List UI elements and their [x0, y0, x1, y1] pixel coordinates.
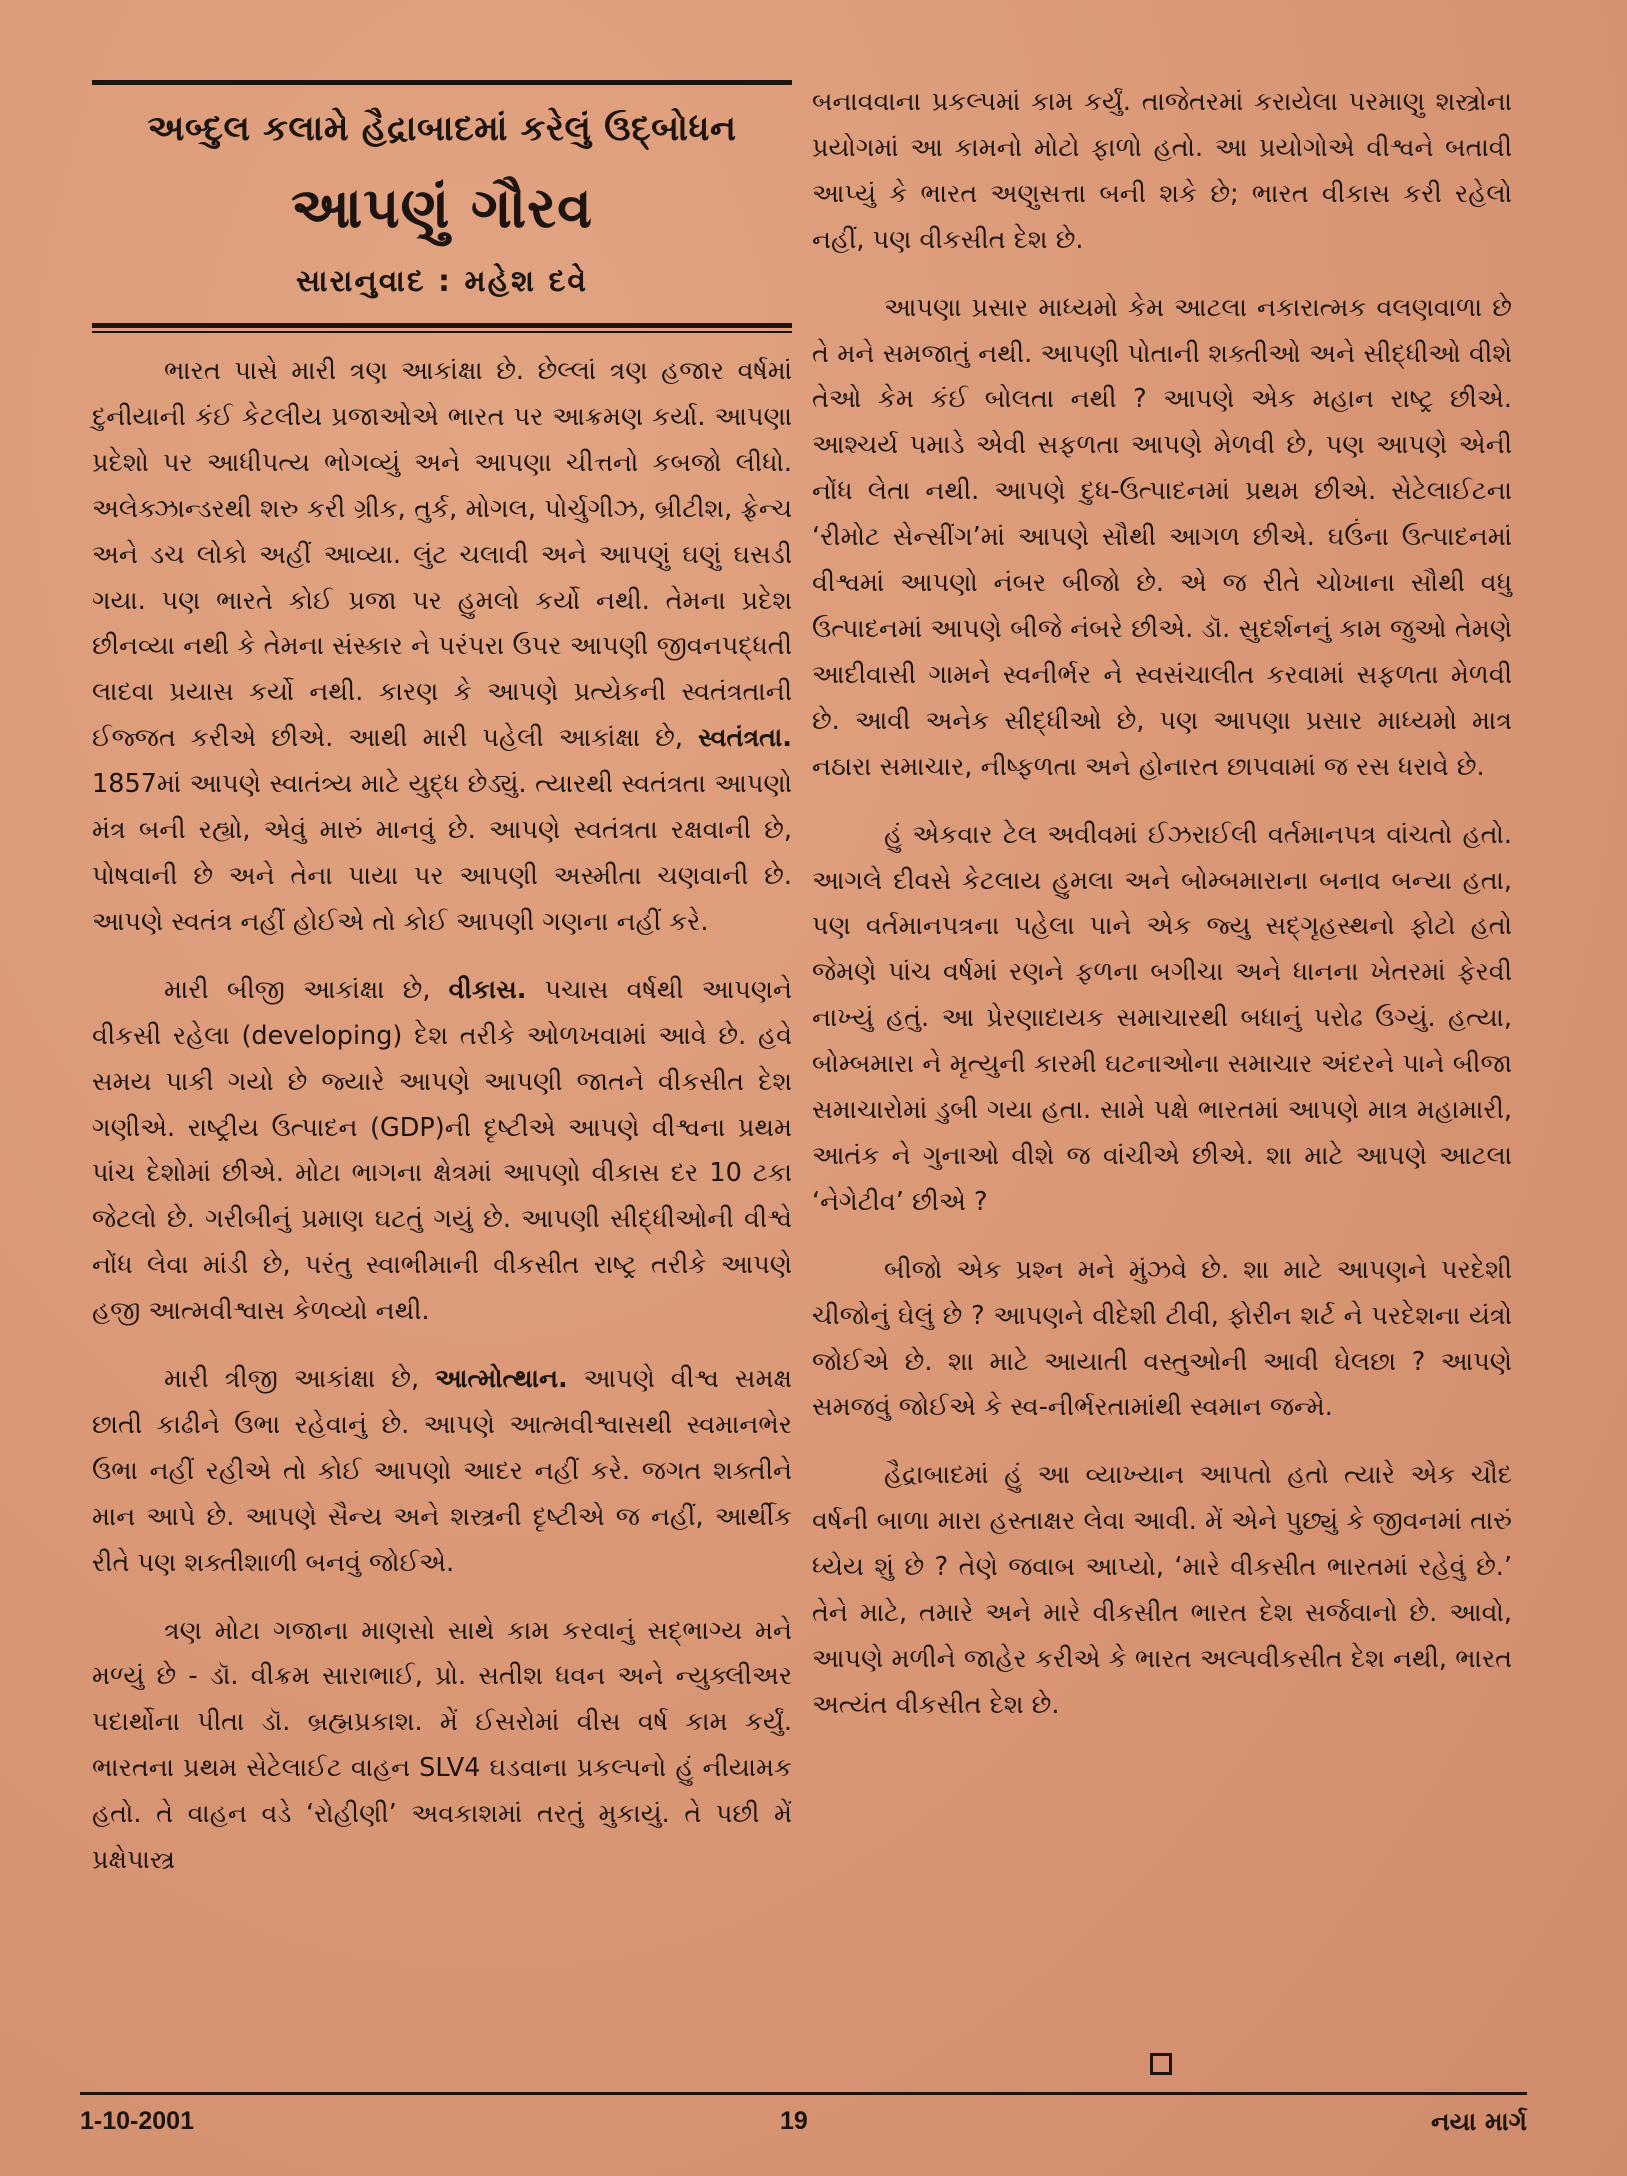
article-title: આપણું ગૌરવ — [290, 176, 594, 241]
footer-magazine-name: નયા માર્ગ — [1431, 2107, 1527, 2136]
header-rule-bottom-thin — [92, 331, 792, 333]
header-rule-bottom — [92, 323, 792, 328]
paragraph: બીજો એક પ્રશ્ન મને મુંઝવે છે. શા માટે આપણને પરદેશી ચીજોનું ઘેલું છે ? આપણને વીદેશી ટીવી, ફોરીન શર્ટ ને પરદેશના યંત્રો જોઈએ છે. શા માટે આયાતી વસ્તુઓની આવી ઘેલછા ? આપણે સમજવું જોઈએ કે સ્વ-નીર્ભરતામાંથી સ્વમાન જન્મે. — [812, 1254, 1512, 1423]
paragraph: આપણા પ્રસાર માધ્યમો કેમ આટલા નકારાત્મક વલણવાળા છે તે મને સમજાતું નથી. આપણી પોતાની શક્તીઓ અને સીદ્ધીઓ વીશે તેઓ કેમ કંઈ બોલતા નથી ? આપણે એક મહાન રાષ્ટ્ર છીએ. આશ્ચર્ય પમાડે એવી સફળતા આપણે મેળવી છે, પણ આપણે એની નોંધ લેતા નથી. આપણે દુધ-ઉત્પાદનમાં પ્રથમ છીએ. સેટેલાઈટના ‘રીમોટ સેન્સીંગ’માં આપણે સૌથી આગળ છીએ. ઘઉંના ઉત્પાદનમાં વીશ્વમાં આપણો નંબર બીજો છે. એ જ રીતે ચોખાના સૌથી વધુ ઉત્પાદનમાં આપણે બીજે નંબરે છીએ. ડૉ. સુદર્શનનું કામ જુઓ તેમણે આદીવાસી ગામને સ્વનીર્ભર ને સ્વસંચાલીત કરવામાં સફળતા મેળવી છે. આવી અનેક સીદ્ધીઓ છે, પણ આપણા પ્રસાર માધ્યમો માત્ર નઠારા સમાચાર, નીષ્ફળતા અને હોનારત છાપવામાં જ રસ ધરાવે છે. — [812, 292, 1512, 782]
paragraph: હૈદ્રાબાદમાં હું આ વ્યાખ્યાન આપતો હતો ત્યારે એક ચૌદ વર્ષની બાળા મારા હસ્તાક્ષર લેવા આવી. મેં એને પુછ્યું કે જીવનમાં તારું ધ્યેય શું છે ? તેણે જવાબ આપ્યો, ‘મારે વીકસીત ભારતમાં રહેવું છે.’ તેને માટે, તમારે અને મારે વીકસીત ભારત દેશ સર્જવાનો છે. આવો, આપણે મળીને જાહેર કરીએ કે ભારત અલ્પવીકસીત દેશ નથી, ભારત અત્યંત વીકસીત દેશ છે. — [812, 1460, 1512, 1720]
paragraph: ત્રણ મોટા ગજાના માણસો સાથે કામ કરવાનું સદ્‌ભાગ્ય મને મળ્યું છે - ડૉ. વીક્રમ સારાભાઈ, પ્રો. સતીશ ધવન અને ન્યુક્લીઅર પદાર્થોના પીતા ડૉ. બ્રહ્મપ્રકાશ. મેં ઈસરોમાં વીસ વર્ષ કામ કર્યું. ભારતના પ્રથમ સેટેલાઈટ વાહન SLV4 ઘડવાના પ્રકલ્પનો હું નીયામક હતો. તે વાહન વડે ‘રોહીણી’ અવકાશમાં તરતું મુકાયું. તે પછી મેં પ્રક્ષેપાસ્ત્ર — [92, 1615, 792, 1876]
footer-date: 1-10-2001 — [80, 2107, 194, 2135]
left-column — [92, 80, 792, 1906]
paragraph: મારી ત્રીજી આકાંક્ષા છે, આત્મોત્થાન. આપણે વીશ્વ સમક્ષ છાતી કાઢીને ઉભા રહેવાનું છે. આપણે આત્મવીશ્વાસથી સ્વમાનભેર ઉભા નહીં રહીએ તો કોઈ આપણો આદર નહીં કરે. જગત શક્તીને માન આપે છે. આપણે સૈન્ય અને શસ્ત્રની દૃષ્ટીએ જ નહીં, આર્થીક રીતે પણ શક્તીશાળી બનવું જોઈએ. — [92, 1364, 792, 1578]
paragraph: મારી બીજી આકાંક્ષા છે, વીકાસ. પચાસ વર્ષથી આપણને વીકસી રહેલા (developing) દેશ તરીકે ઓળખવામાં આવે છે. હવે સમય પાકી ગયો છે જ્યારે આપણે આપણી જાતને વીકસીત દેશ ગણીએ. રાષ્ટ્રીય ઉત્પાદન (GDP)ની દૃષ્ટીએ આપણે વીશ્વના પ્રથમ પાંચ દેશોમાં છીએ. મોટા ભાગના ક્ષેત્રમાં આપણો વીકાસ દર 10 ટકા જેટલો છે. ગરીબીનું પ્રમાણ ઘટતું ગયું છે. આપણી સીદ્ધીઓની વીશ્વે નોંધ લેવા માંડી છે, પરંતુ સ્વાભીમાની વીકસીત રાષ્ટ્ર તરીકે આપણે હજી આત્મવીશ્વાસ કેળવ્યો નથી. — [92, 974, 792, 1327]
paragraph-continued: બનાવવાના પ્રકલ્પમાં કામ કર્યું. તાજેતરમાં કરાયેલા પરમાણુ શસ્ત્રોના પ્રયોગમાં આ કામનો મોટો ફાળો હતો. આ પ્રયોગોએ વીશ્વને બતાવી આપ્યું કે ભારત અણુસત્તા બની શકે છે; ભારત વીકાસ કરી રહેલો નહીં, પણ વીકસીત દેશ છે. — [812, 87, 1512, 255]
page-footer — [80, 2092, 1527, 2155]
article-kicker: અબ્દુલ કલામે હૈદ્રાબાદમાં કરેલું ઉદ્‌બોધન — [147, 109, 737, 149]
footer-page-number: 19 — [780, 2107, 808, 2135]
paragraph: ભારત પાસે મારી ત્રણ આકાંક્ષા છે. છેલ્લાં ત્રણ હજાર વર્ષમાં દુનીયાની કંઈ કેટલીય પ્રજાઓએ ભારત પર આક્રમણ કર્યા. આપણા પ્રદેશો પર આધીપત્ય ભોગવ્યું અને આપણા ચીત્તનો કબજો લીધો. અલેક્ઝાન્ડરથી શરુ કરી ગ્રીક, તુર્ક, મોગલ, પોર્ચુગીઝ, બ્રીટીશ, ફ્રેન્ચ અને ડચ લોકો અહીં આવ્યા. લુંટ ચલાવી અને આપણું ઘણું ઘસડી ગયા. પણ ભારતે કોઈ પ્રજા પર હુમલો કર્યો નથી. તેમના પ્રદેશ છીનવ્યા નથી કે તેમના સંસ્કાર ને પરંપરા ઉપર આપણી જીવનપદ્ધતી લાદવા પ્રયાસ કર્યો નથી. કારણ કે આપણે પ્રત્યેકની સ્વતંત્રતાની ઈજ્જત કરીએ છીએ. આથી મારી પહેલી આકાંક્ષા છે, સ્વતંત્રતા. 1857માં આપણે સ્વાતંત્ર્ય માટે યુદ્ધ છેડ્યું. ત્યારથી સ્વતંત્રતા આપણો મંત્ર બની રહ્યો, એવું મારું માનવું છે. આપણે સ્વતંત્રતા રક્ષવાની છે, પોષવાની છે અને તેના પાયા પર આપણી અસ્મીતા ચણવાની છે. આપણે સ્વતંત્ર નહીં હોઈએ તો કોઈ આપણી ગણના નહીં કરે. — [92, 356, 792, 937]
paragraph: હું એકવાર ટેલ અવીવમાં ઈઝરાઈલી વર્તમાનપત્ર વાંચતો હતો. આગલે દીવસે કેટલાય હુમલા અને બોમ્બમારાના બનાવ બન્યા હતા, પણ વર્તમાનપત્રના પહેલા પાને એક જ્યુ સદ્‌ગૃહસ્થનો ફોટો હતો જેમણે પાંચ વર્ષમાં રણને ફળના બગીચા અને ધાનના ખેતરમાં ફેરવી નાખ્યું હતું. આ પ્રેરણાદાયક સમાચારથી બધાનું પરોઢ ઉગ્યું. હત્યા, બોમ્બમારા ને મૃત્યુની કારમી ઘટનાઓના સમાચાર અંદરને પાને બીજા સમાચારોમાં ડુબી ગયા હતા. સામે પક્ષે ભારતમાં આપણે માત્ર મહામારી, આતંક ને ગુનાઓ વીશે જ વાંચીએ છીએ. શા માટે આપણે આટલા ‘નેગેટીવ’ છીએ ? — [812, 819, 1512, 1217]
right-column — [812, 80, 1512, 1751]
header-rule-top — [92, 80, 792, 85]
article-byline: સારાનુવાદ : મહેશ દવે — [295, 264, 589, 299]
article-end-mark — [1150, 2053, 1172, 2075]
